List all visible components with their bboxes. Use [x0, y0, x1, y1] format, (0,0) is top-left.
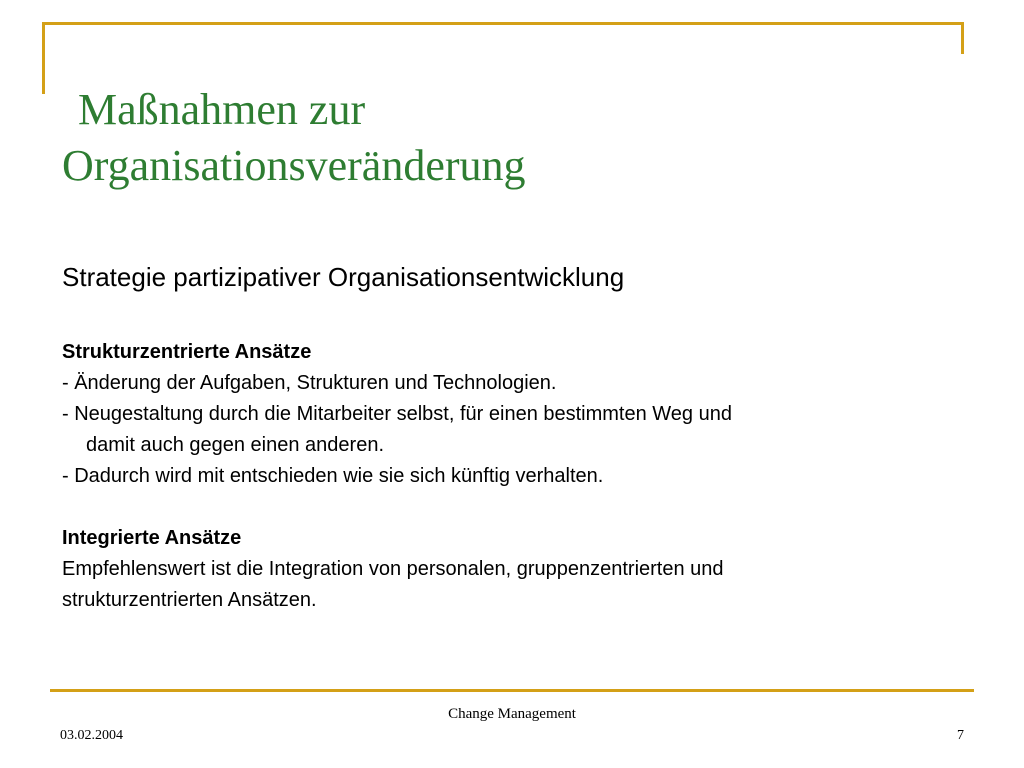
- slide-title-line-1: Maßnahmen zur: [78, 85, 366, 134]
- body-line: - Änderung der Aufgaben, Strukturen und Technologien.: [62, 372, 557, 394]
- body-line: strukturzentrierten Ansätzen.: [62, 589, 317, 611]
- slide-body: [62, 337, 962, 616]
- frame-right-line: [961, 22, 964, 54]
- footer-date: 03.02.2004: [60, 728, 123, 743]
- frame-top-line: [42, 22, 964, 25]
- section-heading-structural: Strukturzentrierte Ansätze: [62, 341, 312, 363]
- slide-subtitle: Strategie partizipativer Organisationsentwicklung: [62, 262, 625, 292]
- body-line: - Neugestaltung durch die Mitarbeiter selbst, für einen bestimmten Weg und: [62, 403, 732, 425]
- section-heading-integrated: Integrierte Ansätze: [62, 527, 242, 549]
- slide-title-line-2: Organisationsveränderung: [62, 141, 526, 190]
- body-line: Empfehlenswert ist die Integration von personalen, gruppenzentrierten und: [62, 558, 724, 580]
- frame-left-line: [42, 22, 45, 94]
- slide-title: [62, 82, 962, 194]
- body-line: - Dadurch wird mit entschieden wie sie sich künftig verhalten.: [62, 465, 604, 487]
- footer-divider: [50, 689, 974, 692]
- body-line: damit auch gegen einen anderen.: [86, 434, 385, 456]
- spacer: [62, 492, 962, 523]
- footer-page-number: 7: [957, 728, 964, 743]
- footer-title: Change Management: [448, 706, 576, 722]
